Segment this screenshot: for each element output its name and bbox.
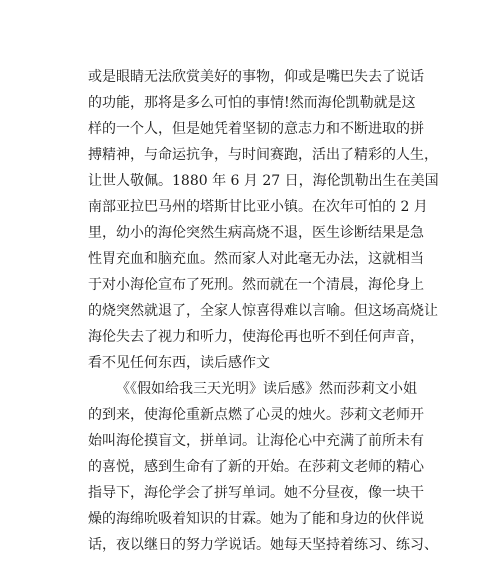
- text-line: 南部亚拉巴马州的塔斯甘比亚小镇。在次年可怕的 2 月: [88, 199, 428, 215]
- text-line: 或是眼睛无法欣赏美好的事物，仰或是嘴巴失去了说话: [88, 69, 424, 85]
- paragraph-start-line: 《《假如给我三天光明》读后感》然而莎莉文小姐: [116, 381, 417, 397]
- text-line: 燥的海绵吮吸着知识的甘霖。她为了能和身边的伙伴说: [88, 511, 424, 527]
- text-line: 让世人敬佩。1880 年 6 月 27 日，海伦凯勒出生在美国: [88, 173, 439, 189]
- text-line: 搏精神，与命运抗争，与时间赛跑，活出了精彩的人生，: [88, 147, 438, 163]
- text-line: 于对小海伦宣布了死刑。然而就在一个清晨，海伦身上: [88, 277, 424, 293]
- text-line: 性胃充血和脑充血。然而家人对此毫无办法，这就相当: [88, 251, 424, 267]
- text-line: 的到来，使海伦重新点燃了心灵的烛火。莎莉文老师开: [88, 407, 424, 423]
- article-body: [88, 64, 439, 558]
- text-line: 海伦失去了视力和听力，使海伦再也听不到任何声音，: [88, 329, 424, 345]
- text-line: 里，幼小的海伦突然生病高烧不退，医生诊断结果是急: [88, 225, 424, 241]
- text-line: 话，夜以继日的努力学说话。她每天坚持着练习、练习、: [88, 537, 438, 553]
- text-line: 的功能，那将是多么可怕的事情!然而海伦凯勒就是这: [88, 95, 416, 111]
- text-line: 始叫海伦摸盲文，拼单词。让海伦心中充满了前所未有: [88, 433, 424, 449]
- text-line: 指导下，海伦学会了拼写单词。她不分昼夜，像一块干: [88, 485, 424, 501]
- text-line: 的喜悦，感到生命有了新的开始。在莎莉文老师的精心: [88, 459, 424, 475]
- text-line: 的烧突然就退了，全家人惊喜得难以言喻。但这场高烧让: [88, 303, 438, 319]
- text-line: 看不见任何东西，读后感作文: [88, 355, 270, 371]
- text-line: 样的一个人，但是她凭着坚韧的意志力和不断进取的拼: [88, 121, 424, 137]
